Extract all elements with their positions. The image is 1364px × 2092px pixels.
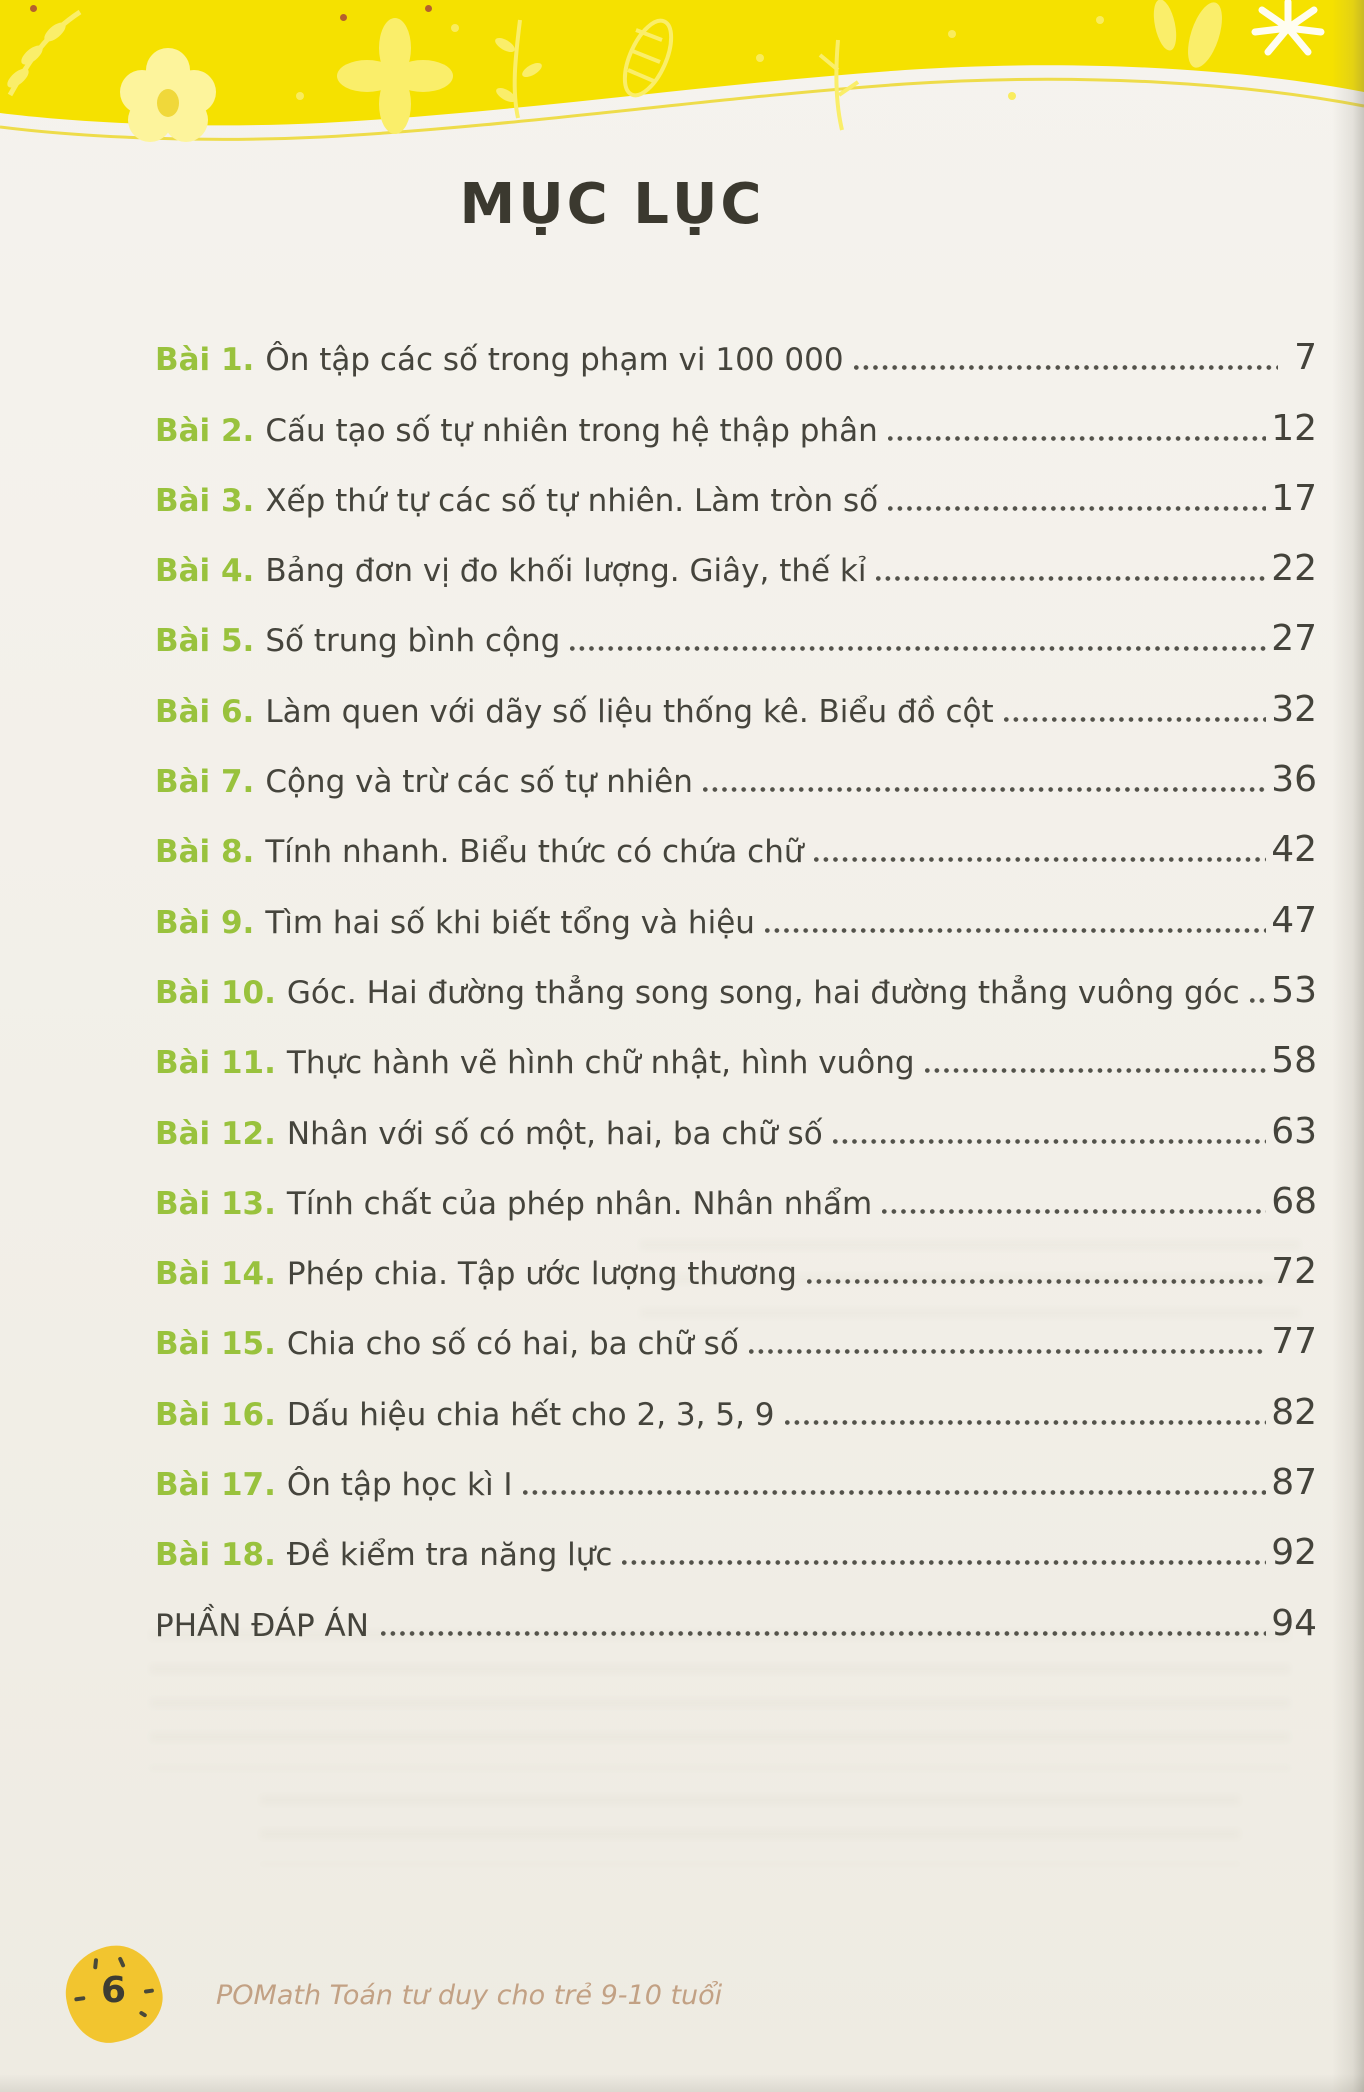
toc-entry (155, 308, 1317, 378)
toc-entry (155, 730, 1317, 800)
toc-entry-label: Bài 11. (155, 1045, 276, 1082)
toc-entry (155, 1222, 1317, 1292)
dotted-leader (888, 504, 1266, 513)
toc-entry-label: Bài 9. (155, 904, 255, 941)
toc-entry-label: Bài 16. (155, 1396, 276, 1433)
toc-entry-page: 92 (1271, 1532, 1317, 1574)
toc-entry-page: 12 (1271, 407, 1317, 449)
toc-entry-title: Chia cho số có hai, ba chữ số (286, 1326, 739, 1363)
toc-entry (155, 941, 1317, 1011)
toc-entry (155, 800, 1317, 870)
toc-entry-page: 58 (1271, 1040, 1317, 1082)
toc-entry-title: Cấu tạo số tự nhiên trong hệ thập phân (265, 412, 878, 449)
toc-entry (155, 1081, 1317, 1151)
dotted-leader (807, 1277, 1266, 1286)
dotted-leader (814, 855, 1267, 864)
dotted-leader (854, 363, 1278, 372)
page-showthrough (150, 1630, 1290, 1770)
dotted-leader (1004, 715, 1267, 724)
dotted-leader (1250, 996, 1267, 1005)
toc-entry-page: 94 (1271, 1602, 1317, 1644)
toc-entry-label: Bài 2. (155, 412, 255, 449)
toc-entry-title: Ôn tập các số trong phạm vi 100 000 (265, 342, 844, 379)
dotted-leader (888, 434, 1266, 443)
dotted-leader (523, 1488, 1267, 1497)
toc-entry-title: Xếp thứ tự các số tự nhiên. Làm tròn số (265, 482, 879, 519)
toc-entry (155, 1433, 1317, 1503)
page-edge-shadow (1332, 0, 1364, 2092)
dotted-leader (749, 1347, 1266, 1356)
toc-entry-label: Bài 15. (155, 1326, 276, 1363)
toc-entry-label: Bài 3. (155, 482, 255, 519)
page-title: MỤC LỤC (459, 172, 765, 237)
photo-speck (340, 14, 347, 21)
toc-entry-label: Bài 5. (155, 623, 255, 660)
photo-speck (425, 5, 432, 12)
toc-entry-title: Cộng và trừ các số tự nhiên (265, 764, 693, 801)
page-number: 6 (100, 1970, 127, 2012)
toc-entry-label: Bài 18. (155, 1537, 276, 1574)
toc-entry-page: 53 (1271, 969, 1317, 1011)
toc-entry (155, 1503, 1317, 1573)
toc-entry-title: Ôn tập học kì I (286, 1467, 513, 1504)
dotted-leader (622, 1558, 1266, 1567)
toc-entry (155, 519, 1317, 589)
toc-entry-title: Góc. Hai đường thẳng song song, hai đường thẳng vuông góc (286, 974, 1240, 1011)
photo-speck (30, 5, 37, 12)
page-showthrough (260, 1795, 1240, 1865)
toc-entry-title: Nhân với số có một, hai, ba chữ số (286, 1115, 823, 1152)
toc-entry-label: Bài 12. (155, 1115, 276, 1152)
dotted-leader (925, 1066, 1267, 1075)
toc-entry-title: Đề kiểm tra năng lực (286, 1537, 613, 1574)
toc-entry (155, 870, 1317, 940)
badge-tick-icon (139, 2010, 148, 2018)
toc-entry-label: Bài 13. (155, 1185, 276, 1222)
toc-entry-page: 63 (1271, 1110, 1317, 1152)
series-title: POMath Toán tư duy cho trẻ 9-10 tuổi (216, 1980, 723, 2011)
toc-entry (155, 378, 1317, 448)
toc-entry-page: 42 (1271, 829, 1317, 871)
toc-entry (155, 589, 1317, 659)
toc-entry-title: Tính chất của phép nhân. Nhân nhẩm (286, 1185, 873, 1222)
toc-entry-title: Tìm hai số khi biết tổng và hiệu (265, 904, 755, 941)
page-number-badge (60, 1940, 168, 2048)
dotted-leader (703, 785, 1266, 794)
toc-entry-page: 17 (1271, 477, 1317, 519)
toc-entry-label: Bài 7. (155, 764, 255, 801)
toc-entry-title: Làm quen với dãy số liệu thống kê. Biểu đồ cột (265, 693, 994, 730)
dotted-leader (765, 926, 1266, 935)
toc-entry-page: 72 (1271, 1251, 1317, 1293)
toc-entry-label: Bài 4. (155, 553, 255, 590)
toc-entry-page: 27 (1271, 618, 1317, 660)
toc-entry-title: Phép chia. Tập ước lượng thương (286, 1256, 797, 1293)
dotted-leader (876, 574, 1266, 583)
toc-entry (155, 1362, 1317, 1432)
toc-entry-title: Dấu hiệu chia hết cho 2, 3, 5, 9 (286, 1396, 775, 1433)
toc-entry-label: Bài 1. (155, 342, 255, 379)
toc-entry-page: 68 (1271, 1180, 1317, 1222)
toc-entry-label: Bài 8. (155, 834, 255, 871)
badge-tick-icon (118, 1956, 126, 1968)
toc-entry-title: Tính nhanh. Biểu thức có chứa chữ (265, 834, 804, 871)
toc-entry-page: 32 (1271, 688, 1317, 730)
dotted-leader (570, 644, 1266, 653)
dotted-leader (381, 1629, 1266, 1638)
table-of-contents (155, 308, 1317, 1644)
toc-entry-page: 77 (1271, 1321, 1317, 1363)
toc-entry (155, 1292, 1317, 1362)
toc-entry (155, 1011, 1317, 1081)
toc-entry-label: PHẦN ĐÁP ÁN (155, 1607, 369, 1644)
toc-entry (155, 1152, 1317, 1222)
toc-entry-page: 7 (1294, 337, 1317, 379)
toc-entry (155, 449, 1317, 519)
toc-entry-label: Bài 10. (155, 974, 276, 1011)
page-edge-shadow (0, 2074, 1364, 2092)
dotted-leader (833, 1137, 1267, 1146)
toc-entry-page: 82 (1271, 1391, 1317, 1433)
dotted-leader (785, 1418, 1267, 1427)
toc-entry-title: Số trung bình cộng (265, 623, 561, 660)
toc-entry-title: Thực hành vẽ hình chữ nhật, hình vuông (286, 1045, 915, 1082)
toc-entry-title: Bảng đơn vị đo khối lượng. Giây, thế kỉ (265, 553, 867, 590)
toc-entry-label: Bài 6. (155, 693, 255, 730)
toc-entry-label: Bài 14. (155, 1256, 276, 1293)
dotted-leader (882, 1207, 1266, 1216)
toc-entry-page: 22 (1271, 548, 1317, 590)
toc-entry (155, 1573, 1317, 1643)
toc-entry (155, 659, 1317, 729)
toc-entry-page: 87 (1271, 1462, 1317, 1504)
header-decoration (0, 0, 1364, 160)
badge-tick-icon (93, 1958, 98, 1969)
toc-entry-page: 47 (1271, 899, 1317, 941)
toc-entry-page: 36 (1271, 759, 1317, 801)
toc-entry-label: Bài 17. (155, 1467, 276, 1504)
